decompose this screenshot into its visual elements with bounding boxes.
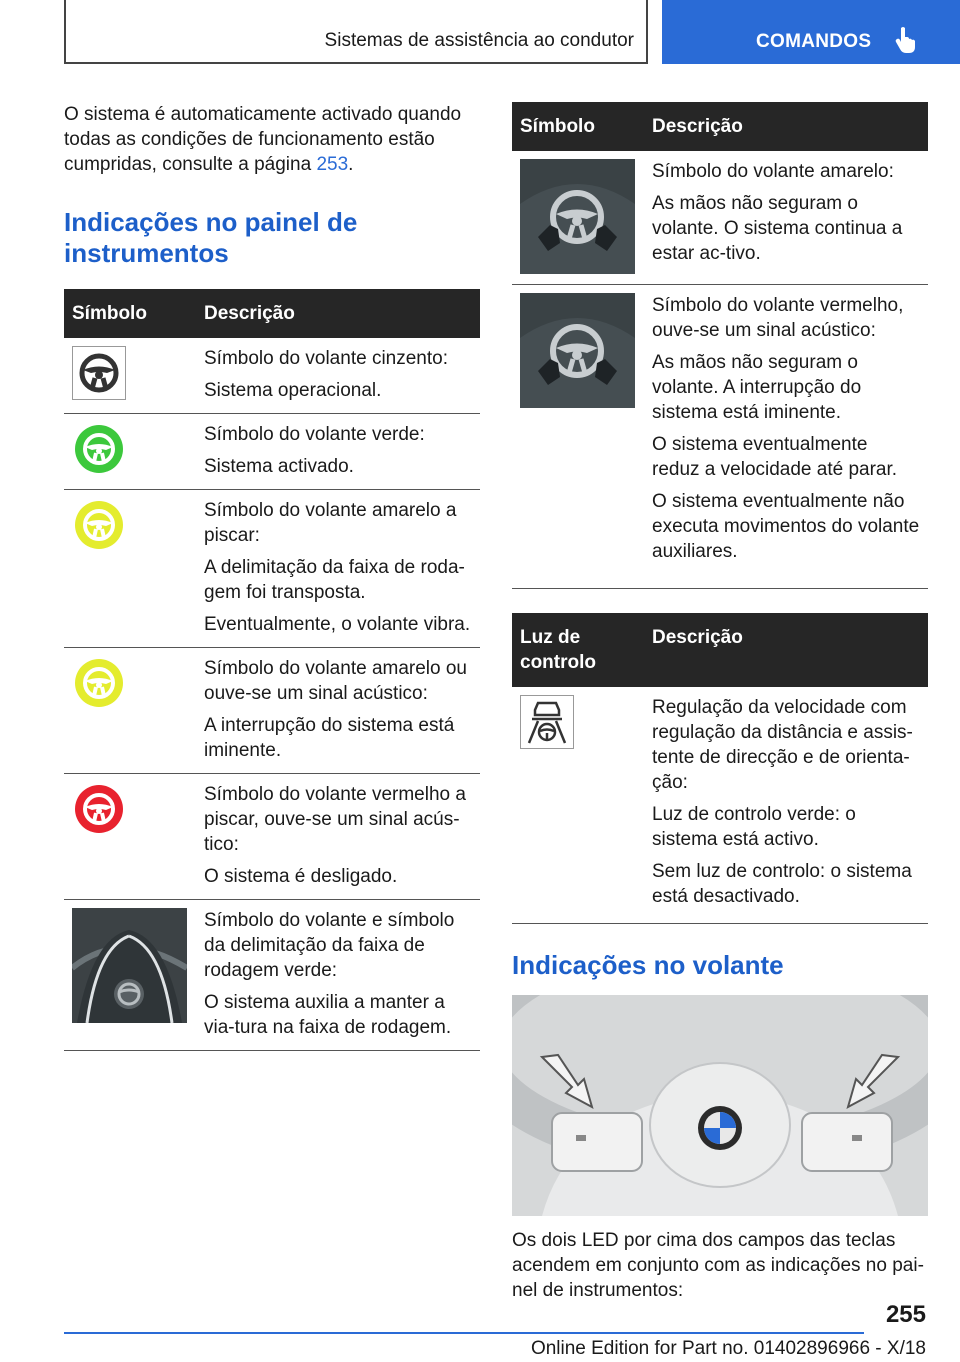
table-row: [512, 151, 928, 285]
hands-off-symbol-table: [512, 102, 928, 589]
left-column: [64, 102, 480, 1051]
intro-text: O sistema é automaticamente activado quando todas as condições de funcionamento estão cumpridas, consulte a página: [64, 104, 462, 175]
table-row: [64, 900, 480, 1051]
row-desc-text: O sistema é desligado.: [204, 866, 398, 887]
steering-wheel-yellow-icon: [72, 656, 126, 710]
row-desc-text: A interrupção do sistema está iminente.: [204, 715, 455, 761]
table-row: [64, 648, 480, 774]
col-header-description: Descrição: [644, 102, 928, 151]
table-row: [64, 774, 480, 900]
table-row: [64, 490, 480, 648]
wheel-caption: Os dois LED por cima dos campos das teclas acendem em conjunto com as indicações no pai-nel de instrumentos:: [512, 1230, 924, 1301]
col-header-description: Descrição: [644, 613, 928, 687]
footer-divider: [64, 1332, 864, 1334]
right-column: [512, 102, 928, 1303]
intro-paragraph: [64, 102, 480, 177]
hands-off-wheel-red-image: [520, 293, 636, 408]
row-desc-text: O sistema eventualmente reduz a velocidade até parar.: [652, 434, 898, 480]
section-heading-wheel: Indicações no volante: [512, 950, 784, 980]
control-light-table: [512, 613, 928, 924]
row-desc-title: Símbolo do volante vermelho, ouve-se um sinal acústico:: [652, 295, 904, 341]
steering-wheel-yellow-flashing-icon: [72, 498, 126, 552]
hands-off-wheel-yellow-image: [520, 159, 636, 274]
section-heading-instruments: Indicações no painel de instrumentos: [64, 207, 358, 268]
row-desc-title: Regulação da velocidade com regulação da distância e assis-tente de direcção e de orienta-ção:: [652, 697, 913, 793]
col-header-control-light: Luz de controlo: [512, 613, 644, 687]
row-desc-text: A delimitação da faixa de roda-gem foi transposta.: [204, 557, 465, 603]
row-desc-title: Símbolo do volante amarelo ou ouve-se um sinal acústico:: [204, 658, 467, 704]
row-desc-text: As mãos não seguram o volante. O sistema continua a estar ac-tivo.: [652, 193, 903, 264]
instrument-symbol-table: [64, 289, 480, 1051]
table-row: [64, 414, 480, 490]
row-desc-text: Sem luz de controlo: o sistema está desactivado.: [652, 861, 912, 907]
row-desc-text: Sistema operacional.: [204, 380, 382, 401]
page-number: 255: [885, 1301, 926, 1328]
row-desc-title: Símbolo do volante amarelo a piscar:: [204, 500, 457, 546]
col-header-description: Descrição: [196, 289, 480, 338]
distance-lane-assist-icon: [520, 695, 574, 749]
row-desc-text: Sistema activado.: [204, 456, 354, 477]
row-desc-text: Eventualmente, o volante vibra.: [204, 614, 471, 635]
section-title: Sistemas de assistência ao condutor: [324, 30, 634, 51]
table-row: [64, 338, 480, 414]
row-desc-title: Símbolo do volante verde:: [204, 424, 425, 445]
row-desc-text: Luz de controlo verde: o sistema está activo.: [652, 804, 856, 850]
steering-wheel-red-icon: [72, 782, 126, 836]
footer-edition: Online Edition for Part no. 01402896966 - X/18: [530, 1338, 926, 1359]
row-desc-text: O sistema auxilia a manter a via-tura na faixa de rodagem.: [204, 992, 452, 1038]
steering-wheel-green-icon: [72, 422, 126, 476]
chapter-tab[interactable]: [662, 0, 960, 64]
steering-wheel-buttons-photo: [512, 995, 928, 1216]
page-link[interactable]: 253: [316, 154, 349, 175]
col-header-symbol: Símbolo: [512, 102, 644, 151]
row-desc-title: Símbolo do volante cinzento:: [204, 348, 448, 369]
lane-and-wheel-display-image: [72, 908, 188, 1023]
chapter-title: COMANDOS: [756, 31, 872, 52]
row-desc-text: As mãos não seguram o volante. A interrupção do sistema está iminente.: [652, 352, 862, 423]
row-desc-text: O sistema eventualmente não executa movimentos do volante auxiliares.: [652, 491, 920, 562]
table-row: [512, 285, 928, 589]
row-desc-title: Símbolo do volante e símbolo da delimitação da faixa de rodagem verde:: [204, 910, 455, 981]
steering-wheel-grey-icon: [72, 346, 126, 400]
col-header-symbol: Símbolo: [64, 289, 196, 338]
pointing-hand-icon: [894, 26, 918, 61]
header-section-box: [64, 0, 648, 64]
intro-end: .: [348, 154, 354, 175]
row-desc-title: Símbolo do volante amarelo:: [652, 161, 894, 182]
row-desc-title: Símbolo do volante vermelho a piscar, ouve-se um sinal acús-tico:: [204, 784, 466, 855]
table-row: [512, 687, 928, 924]
